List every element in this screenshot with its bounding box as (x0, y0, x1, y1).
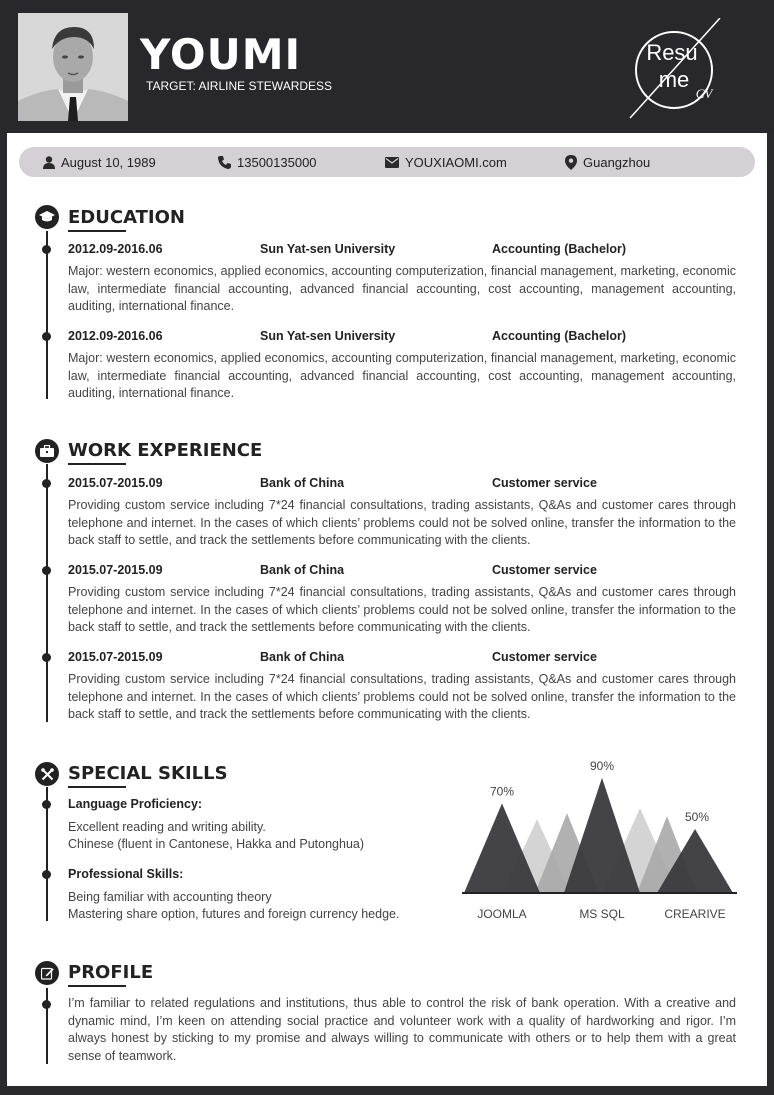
entry-role: Customer service (492, 650, 597, 664)
chart-value-label: 90% (589, 758, 615, 773)
work-timeline-line (46, 464, 48, 722)
education-timeline-line (46, 231, 48, 399)
entry-role: Accounting (Bachelor) (492, 242, 627, 256)
chart-value-label: 70% (489, 784, 515, 799)
education-entry-2-header (68, 329, 738, 345)
entry-role: Customer service (492, 476, 597, 490)
language-skill-line: Excellent reading and writing ability. (68, 820, 266, 834)
profile-photo (18, 13, 128, 121)
education-title-underline (68, 230, 126, 232)
language-proficiency-label: Language Proficiency: (68, 797, 203, 811)
entry-date: 2015.07-2015.09 (68, 476, 163, 490)
entry-date: 2015.07-2015.09 (68, 650, 163, 664)
work-entry-2-header (68, 563, 738, 579)
skills-title-underline (68, 786, 126, 788)
education-entry-1-header (68, 242, 738, 258)
contact-email (385, 147, 507, 177)
professional-skill-line: Being familiar with accounting theory (68, 890, 272, 904)
resume-cv-logo (616, 18, 736, 128)
job-target: TARGET: AIRLINE STEWARDESS (146, 79, 333, 93)
entry-organization: Bank of China (260, 650, 345, 664)
work-entry-1-header (68, 476, 738, 492)
timeline-dot (42, 800, 51, 809)
work-entry-3-header (68, 650, 738, 666)
contact-birthday (43, 147, 156, 177)
resume-header (0, 0, 774, 133)
email-icon (385, 157, 399, 168)
entry-organization: Sun Yat-sen University (260, 242, 396, 256)
chart-value-label: 50% (684, 810, 710, 824)
work-entry-2-description: Providing custom service including 7*24 financial consultations, trading assistants, Q&As and customer cares through telephone and internet. In the cases of which clients’ problems could not be solved online, transfer the information to the back staff to settle, and track the settlements before communicating with the clients. (68, 585, 736, 635)
profile-text: I’m familiar to related regulations and institutions, thus able to control the risk of bank operation. With a creative and dynamic mind, I’m keen on attending social practice and volunteer work with a quality of hardworking and rigor. I’m always honest by sticking to my promise and always willing to communicate with others or to help them with a great sense of teamwork. (68, 996, 736, 1063)
phone-text: 13500135000 (237, 154, 317, 170)
briefcase-icon (35, 439, 59, 463)
birthday-text: August 10, 1989 (61, 154, 156, 170)
location-pin-icon (565, 155, 577, 170)
phone-icon (218, 156, 231, 169)
work-entry-3-description: Providing custom service including 7*24 financial consultations, trading assistants, Q&As and customer cares through telephone and internet. In the cases of which clients’ problems could not be solved online, transfer the information to the back staff to settle, and track the settlements before communicating with the clients. (68, 672, 736, 722)
resume-body (7, 133, 767, 1086)
timeline-dot (42, 870, 51, 879)
person-icon (43, 156, 55, 169)
logo-text-line2: me (658, 67, 690, 92)
timeline-dot (42, 653, 51, 662)
professional-skill-line: Mastering share option, futures and foreign currency hedge. (68, 907, 400, 921)
timeline-dot (42, 1000, 51, 1009)
work-title-underline (68, 463, 126, 465)
timeline-dot (42, 332, 51, 341)
contact-phone (218, 147, 317, 177)
entry-organization: Bank of China (260, 476, 345, 490)
city-text: Guangzhou (583, 154, 651, 170)
entry-role: Customer service (492, 563, 597, 577)
email-text: YOUXIAOMI.com (405, 154, 507, 170)
edit-icon (35, 961, 59, 985)
work-entry-1-description: Providing custom service including 7*24 financial consultations, trading assistants, Q&As and customer cares through telephone and internet. In the cases of which clients’ problems could not be solved online, transfer the information to the back staff to settle, and track the settlements before communicating with the clients. (68, 498, 736, 548)
professional-skills-label: Professional Skills: (68, 867, 184, 881)
entry-role: Accounting (Bachelor) (492, 329, 627, 343)
timeline-dot (42, 566, 51, 575)
tools-icon (35, 762, 59, 786)
work-experience-title: WORK EXPERIENCE (68, 440, 263, 461)
contact-city (565, 147, 650, 177)
entry-date: 2015.07-2015.09 (68, 563, 163, 577)
chart-category-label: MS SQL (579, 907, 625, 921)
chart-category-label: CREARIVE (664, 907, 726, 921)
profile-title: PROFILE (68, 962, 154, 983)
logo-text-cv: CV (695, 86, 713, 101)
graduation-cap-icon (35, 205, 59, 229)
profile-title-underline (68, 985, 126, 987)
special-skills-title: SPECIAL SKILLS (68, 763, 228, 784)
timeline-dot (42, 479, 51, 488)
entry-date: 2012.09-2016.06 (68, 242, 163, 256)
entry-date: 2012.09-2016.06 (68, 329, 163, 343)
timeline-dot (42, 245, 51, 254)
entry-organization: Sun Yat-sen University (260, 329, 396, 343)
entry-organization: Bank of China (260, 563, 345, 577)
education-entry-2-description: Major: western economics, applied economics, accounting computerization, financial management, marketing, economic law, intermediate financial accounting, advanced financial accounting, cost accounting, management accounting, auditing, international finance. (68, 351, 736, 401)
education-entry-1-description: Major: western economics, applied economics, accounting computerization, financial management, marketing, economic law, intermediate financial accounting, advanced financial accounting, cost accounting, management accounting, auditing, international finance. (68, 264, 736, 314)
language-skill-line: Chinese (fluent in Cantonese, Hakka and Putonghua) (68, 837, 365, 851)
chart-category-label: JOOMLA (477, 907, 527, 921)
education-title: EDUCATION (68, 207, 185, 228)
logo-text-line1: Resu (646, 40, 698, 65)
skills-peak-chart (457, 743, 747, 933)
candidate-name: YOUMI (140, 30, 302, 79)
contact-bar (19, 147, 755, 177)
